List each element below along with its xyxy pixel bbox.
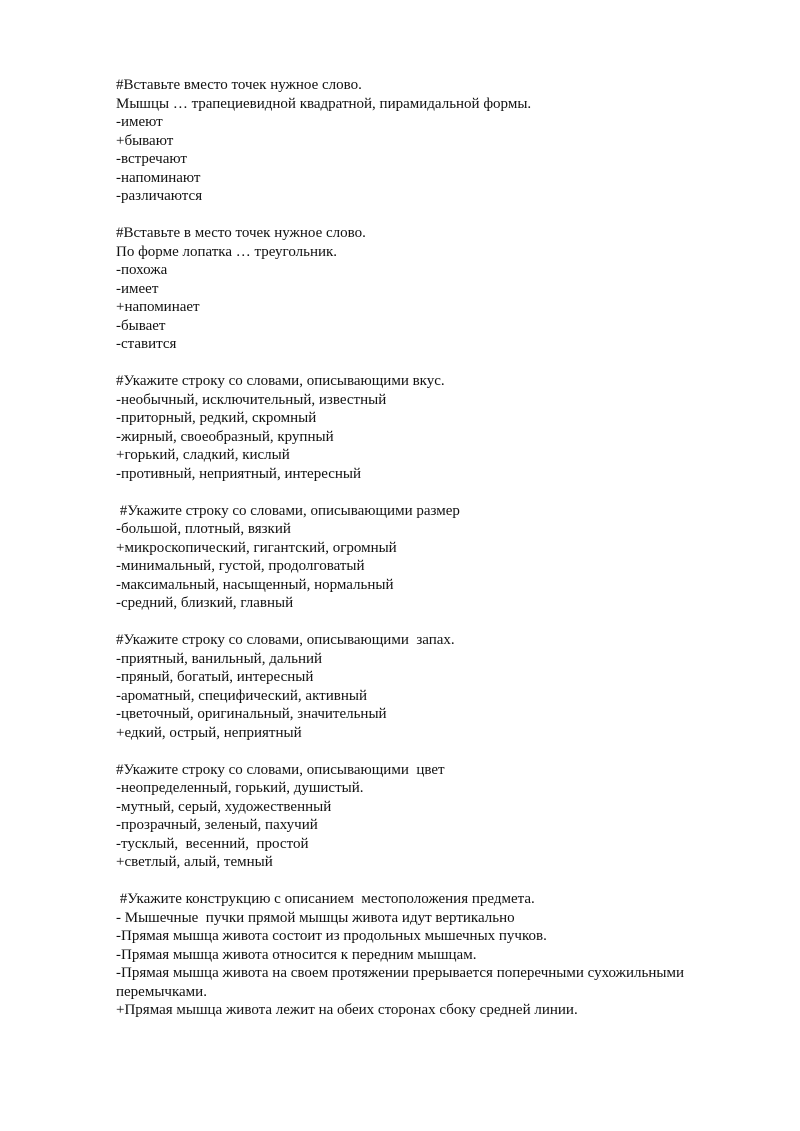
answer-option: -тусклый, весенний, простой <box>116 835 309 852</box>
answer-option: -прозрачный, зеленый, пахучий <box>116 817 318 833</box>
answer-option: +микроскопический, гигантский, огромный <box>116 539 397 556</box>
question-block-6 <box>116 761 776 872</box>
answer-option: -Прямая мышца живота состоит из продольных мышечных пучков. <box>116 928 547 944</box>
answer-option: -встречают <box>116 151 187 167</box>
answer-option: -противный, неприятный, интересный <box>116 465 362 482</box>
question-block-3 <box>116 372 776 483</box>
question-prompt: Мышцы … трапециевидной квадратной, пирамидальной формы. <box>116 95 532 112</box>
answer-option: -бывает <box>116 317 166 334</box>
answer-option: +Прямая мышца живота лежит на обеих сторонах сбоку средней линии. <box>116 1002 578 1018</box>
answer-option: -различаются <box>116 188 203 204</box>
question-block-7 <box>116 890 776 1020</box>
question-text: #Укажите строку со словами, описывающими вкус. <box>116 373 445 389</box>
answer-option: -похожа <box>116 262 168 278</box>
answer-option: -Прямая мышца живота относится к передним мышцам. <box>116 946 477 963</box>
answer-option: -ставится <box>116 336 177 352</box>
question-block-4 <box>116 502 776 613</box>
answer-option: -приятный, ванильный, дальний <box>116 650 323 667</box>
answer-option: -цветочный, оригинальный, значительный <box>116 706 387 722</box>
answer-option: -большой, плотный, вязкий <box>116 521 291 537</box>
answer-option: -Прямая мышца живота на своем протяжении прерывается поперечными сухожильными перемычками. <box>116 965 688 1000</box>
answer-option: -жирный, своеобразный, крупный <box>116 428 334 445</box>
answer-option: - Мышечные пучки прямой мышцы живота идут вертикально <box>116 909 515 926</box>
answer-option: -приторный, редкий, скромный <box>116 410 317 426</box>
answer-option: +бывают <box>116 132 174 149</box>
answer-option: -имеет <box>116 280 159 297</box>
question-block-5 <box>116 631 776 742</box>
question-prompt: По форме лопатка … треугольник. <box>116 243 338 260</box>
question-block-1 <box>116 76 776 206</box>
question-text: #Вставьте в место точек нужное слово. <box>116 225 366 241</box>
answer-option: -необычный, исключительный, известный <box>116 391 387 408</box>
answer-option: -максимальный, насыщенный, нормальный <box>116 576 394 593</box>
answer-option: -минимальный, густой, продолговатый <box>116 558 365 574</box>
question-text: #Укажите строку со словами, описывающими цвет <box>116 761 445 778</box>
question-text: #Вставьте вместо точек нужное слово. <box>116 77 362 93</box>
answer-option: +светлый, алый, темный <box>116 854 273 870</box>
answer-option: -пряный, богатый, интересный <box>116 669 314 685</box>
document-page <box>116 76 776 1038</box>
answer-option: -мутный, серый, художественный <box>116 798 332 815</box>
question-block-2 <box>116 224 776 354</box>
question-text: #Укажите строку со словами, описывающими размер <box>116 502 460 519</box>
answer-option: -имеют <box>116 114 163 130</box>
answer-option: +напоминает <box>116 299 200 315</box>
answer-option: +едкий, острый, неприятный <box>116 724 302 741</box>
question-text: #Укажите конструкцию с описанием местоположения предмета. <box>116 891 535 907</box>
answer-option: -напоминают <box>116 169 201 186</box>
answer-option: +горький, сладкий, кислый <box>116 447 290 463</box>
question-text: #Укажите строку со словами, описывающими запах. <box>116 632 455 648</box>
answer-option: -ароматный, специфический, активный <box>116 687 367 704</box>
answer-option: -неопределенный, горький, душистый. <box>116 780 364 796</box>
answer-option: -средний, близкий, главный <box>116 595 294 611</box>
